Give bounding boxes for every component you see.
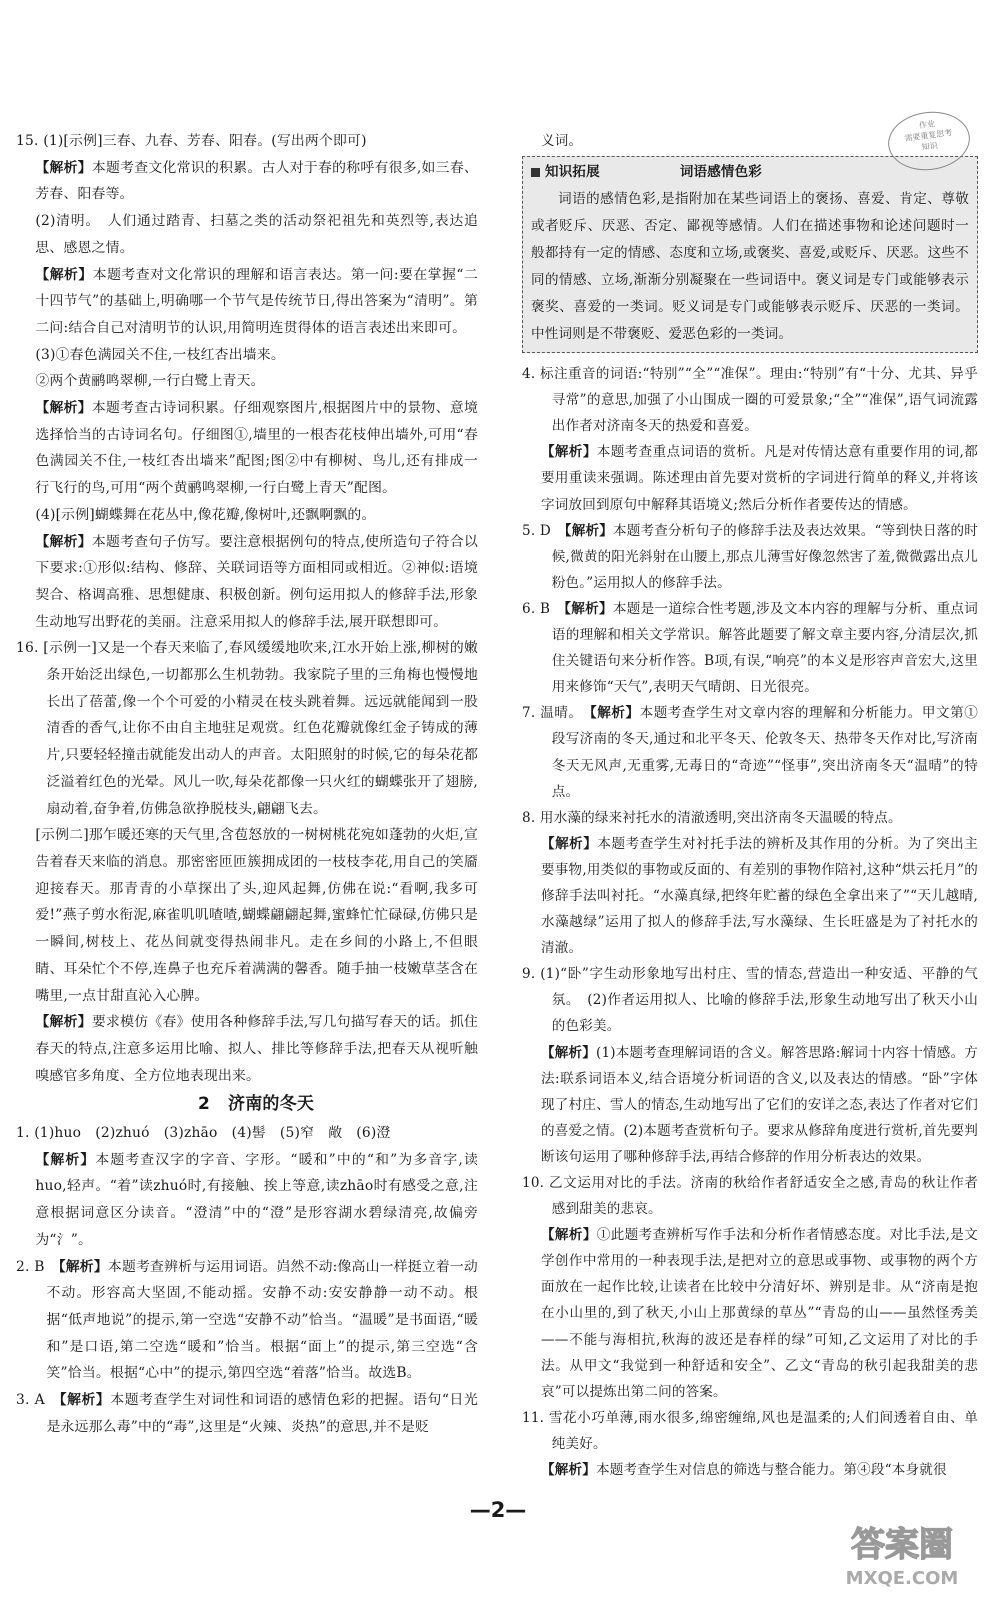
- knowledge-box-text: 词语的感情色彩,是指附加在某些词语上的褒扬、喜爱、肯定、尊敬或者贬斥、厌恶、否定、鄙视等感情。人们在描述事物和论述问题时一般都持有一定的情感、态度和立场,或褒奖、喜爱,或贬斥、厌恶。这些不同的情感、立场,渐渐分别凝聚在一些词语中。褒义词是专门或能够表示褒奖、喜爱的一类词。贬义词是专门或能够表示贬斥、厌恶的一类词。中性词则是不带褒贬、爱恶色彩的一类词。: [531, 191, 969, 343]
- paragraph-text: 本题考查分析句子的修辞手法及表达效果。“等到快日落的时候,微黄的阳光斜射在山腰上,那点儿薄雪好像忽然害了羞,微微露出点儿粉色。”运用拟人的修辞手法。: [551, 522, 979, 591]
- right-column-answers: [522, 361, 978, 1483]
- square-bullet-icon: [531, 168, 540, 177]
- paragraph-text: 本题考查古诗词积累。仔细观察图片,根据图片中的景物、意境选择恰当的古诗词名句。仔细图①,墙里的一根杏花枝伸出墙外,可用“春色满园关不住,一枝红杏出墙来”配图;图②中有柳树、鸟儿,还有排成一行飞行的鸟,可用“两个黄鹂鸣翠柳,一行白鹭上青天”配图。: [35, 400, 478, 497]
- paragraph-text: 本题考查汉字的字音、字形。“暖和”中的“和”为多音字,读huo,轻声。“着”读zhuó时,有接触、挨上等意,读zhāo时有感受之意,注意根据词意区分读音。“澄清”中的“澄”是形容湖水碧绿清亮,故偏旁为“氵”。: [35, 1151, 478, 1248]
- answer-paragraph: [16, 822, 478, 1009]
- paragraph-text: 要求模仿《春》使用各种修辞手法,写几句描写春天的话。抓住春天的特点,注意多运用比喻、拟人、排比等修辞手法,把春天从视听触嗅感官多角度、全方位地表现出来。: [35, 1014, 478, 1084]
- paragraph-text: 1. (1)huo (2)zhuó (3)zhāo (4)髻 (5)窄 敞 (6)澄: [16, 1125, 391, 1142]
- paragraph-text: 本题考查辨析与运用词语。岿然不动:像高山一样挺立着一动不动。形容高大坚固,不能动摇。安静不动:安安静静一动不动。根据“低声地说”的提示,第一空选“安静不动”恰当。“温暖”是书面语,“暖和”是口语,第二空选“暖和”恰当。根据“面上”的提示,第三空选“含笑”恰当。根据“心中”的提示,第四空选“着落”恰当。故选B。: [46, 1258, 478, 1382]
- paragraph-text: 8. 用水藻的绿来衬托水的清澈透明,突出济南冬天温暖的特点。: [522, 809, 902, 826]
- paragraph-text: 本题考查学生对词性和词语的感情色彩的把握。语句“日光是永远那么毒”中的“毒”,这里是“火辣、炎热”的意思,并不是贬: [46, 1392, 479, 1435]
- analysis-tag: 【解析】: [35, 266, 93, 283]
- analysis-tag: 【解析】: [564, 600, 613, 617]
- knowledge-box-tag: [531, 159, 600, 186]
- paragraph-text: 3. A: [16, 1392, 60, 1409]
- answer-paragraph: [522, 1040, 978, 1170]
- answer-paragraph: [522, 518, 978, 596]
- answer-paragraph: [16, 1009, 478, 1089]
- answer-paragraph: [522, 831, 978, 961]
- section-title: 济南的冬天: [228, 1094, 315, 1115]
- answer-paragraph: [522, 805, 978, 831]
- paragraph-text: 2. B: [16, 1258, 59, 1275]
- answer-paragraph: [16, 208, 478, 261]
- knowledge-box: [522, 156, 978, 353]
- analysis-tag: 【解析】: [58, 1258, 108, 1275]
- answer-paragraph: [16, 1120, 478, 1147]
- answer-paragraph: [522, 961, 978, 1039]
- answer-paragraph: [522, 1405, 978, 1457]
- paragraph-text: 6. B: [522, 600, 565, 617]
- right-column: [522, 128, 978, 1483]
- answer-paragraph: [16, 529, 478, 636]
- answer-paragraph: [16, 262, 478, 342]
- answer-paragraph: [522, 700, 978, 804]
- paragraph-text: (1)本题考查理解词语的含义。解答思路:解词十内容十情感。方法:联系词语本义,结合语境分析词语的含义,以及表达的情感。“卧”字体现了村庄、雪人的情态,生动地写出了它们的安详之态,表达了作者对它们的喜爱之情。(2)本题考查赏析句子。要求从修辞角度进行赏析,首先要判断该句运用了哪种修辞手法,再结合修辞的作用分析表达的效果。: [540, 1044, 978, 1165]
- answer-paragraph: [522, 361, 978, 439]
- paragraph-text: 本题考查对文化常识的理解和语言表达。第一问:要在掌握“二十四节气”的基础上,明确哪一个节气是传统节日,得出答案为“清明”。第二问:结合自己对清明节的认识,用简明连贯得体的语言表述出来即可。: [35, 266, 478, 336]
- analysis-tag: 【解析】: [540, 1227, 597, 1244]
- analysis-tag: 【解析】: [540, 444, 597, 461]
- analysis-tag: 【解析】: [564, 522, 613, 539]
- paragraph-text: [示例二]那乍暖还寒的天气里,含苞怒放的一树树桃花宛如蓬勃的火炬,宣告着春天来临的消息。那密密匝匝簇拥成团的一枝枝李花,用自己的笑靥迎接春天。那青青的小草探出了头,迎风起舞,仿佛在说:“看啊,我多可爱!”燕子剪水衔泥,麻雀叽叽喳喳,蝴蝶翩翩起舞,蜜蜂忙忙碌碌,仿佛只是一瞬间,树枝上、花丛间就变得热闹非凡。走在乡间的小路上,不但眼睛、耳朵忙个不停,连鼻子也充斥着满满的馨香。随手抽一枝嫩草茎含在嘴里,一点甘甜直沁入心脾。: [35, 827, 478, 1004]
- knowledge-box-label: 知识拓展: [545, 164, 600, 181]
- paragraph-text: 16. [示例一]又是一个春天来临了,春风缓缓地吹来,江水开始上涨,柳树的嫩条开始泛出绿色,一切都那么生机勃勃。我家院子里的三角梅也慢慢地长出了蓓蕾,像一个个可爱的小精灵在枝头跳着舞。远远就能闻到一股清香的香气,让你不由自主地驻足观赏。红色花瓣就像红金子铸成的薄片,只要轻轻撞击就能发出动人的声音。太阳照射的时候,它的每朵花都泛溢着红色的光晕。风儿一吹,每朵花都像一只火红的蝴蝶张开了翅膀,扇动着,奋争着,仿佛急欲挣脱枝头,翩翩飞去。: [16, 640, 478, 817]
- paragraph-text: 本题考查重点词语的赏析。凡是对传情达意有重要作用的词,都要用重读来强调。陈述理由首先要对赏析的字词进行简单的释义,并将该字词放回到原句中解释其语境义;然后分析作者要传达的情感。: [540, 444, 978, 513]
- stamp-line-2: 需要重复思考: [903, 128, 953, 143]
- stamp-line-3: 知识: [921, 141, 939, 152]
- paragraph-text: 11. 雪花小巧单薄,雨水很多,绵密缠绵,风也是温柔的;人们间透着自由、单纯美好。: [522, 1409, 978, 1452]
- answer-paragraph: [16, 635, 478, 822]
- answer-paragraph: [522, 1170, 978, 1222]
- paragraph-text: 义词。: [540, 133, 583, 149]
- paragraph-text: 15. (1)[示例]三春、九春、芳春、阳春。(写出两个即可): [16, 133, 367, 149]
- analysis-tag: 【解析】: [540, 1462, 596, 1479]
- analysis-tag: 【解析】: [35, 1151, 96, 1168]
- watermark-title: 答案圈: [851, 1525, 953, 1565]
- answer-paragraph: [16, 368, 478, 395]
- paragraph-text: 本题考查学生对信息的筛选与整合能力。第④段“本身就很: [595, 1462, 947, 1479]
- paragraph-text: (3)①春色满园关不住,一枝红杏出墙来。: [35, 346, 285, 363]
- paragraph-text: ①此题考查辨析写作手法和分析作者情感态度。对比手法,是文学创作中常用的一种表现手法,是把对立的意思或事物、或事物的两个方面放在一起作比较,让读者在比较中分清好坏、辨别是非。从“济南是抱在小山里的,到了秋天,小山上那黄绿的草丛”“青岛的山——虽然怪秀美——不能与海相抗,秋海的波还是春样的绿”可知,乙文运用了对比的手法。从甲文“我觉到一种舒适和安全”、乙文“青岛的秋引起我甜美的悲哀”可以提炼出第二问的答案。: [540, 1227, 978, 1400]
- watermark-logo: [820, 1512, 985, 1592]
- answer-paragraph: [522, 1457, 978, 1483]
- paragraph-text: 5. D: [522, 522, 565, 539]
- paragraph-text: 本题考查学生对衬托手法的辨析及其作用的分析。为了突出主要事物,用类似的事物或反面的、有差别的事物作陪衬,这种“烘云托月”的修辞手法叫衬托。“水藻真绿,把终年贮蓄的绿色全拿出来了”“天儿越晴,水藻越绿”运用了拟人的修辞手法,写水藻绿、生长旺盛是为了衬托水的清澈。: [540, 835, 978, 957]
- answer-paragraph: [522, 596, 978, 700]
- paragraph-text: 4. 标注重音的词语:“特别”“全”“准保”。理由:“特别”有“十分、尤其、异乎寻常”的意思,加强了小山围成一圈的可爱景象;“全”“准保”,语气词流露出作者对济南冬天的热爱和喜爱。: [522, 366, 978, 435]
- analysis-tag: 【解析】: [540, 835, 598, 852]
- stamp-line-1: 作业: [918, 119, 936, 131]
- paragraph-text: 本题是一道综合性考题,涉及文本内容的理解与分析、重点词语的理解和相关文学常识。解答此题要了解文章主要内容,分清层次,抓住关键语句来分析作答。B项,有误,“响亮”的本义是形容声音宏大,这里用来修饰“天气”,表明天气晴朗、日光很亮。: [551, 600, 978, 696]
- answer-paragraph: [16, 342, 478, 369]
- analysis-tag: 【解析】: [35, 533, 92, 550]
- paragraph-text: (4)[示例]蝴蝶舞在花丛中,像花瓣,像树叶,还飘啊飘的。: [35, 506, 376, 523]
- paragraph-text: ②两个黄鹂鸣翠柳,一行白鹭上青天。: [35, 373, 265, 390]
- answer-paragraph: [16, 1387, 478, 1440]
- answer-paragraph: [16, 502, 478, 529]
- paragraph-text: 7. 温晴。: [522, 705, 590, 722]
- paragraph-text: (2)清明。 人们通过踏青、扫墓之类的活动祭祀祖先和英烈等,表达追思、感恩之情。: [35, 213, 478, 256]
- left-column: [16, 128, 478, 1440]
- analysis-tag: 【解析】: [35, 159, 92, 176]
- analysis-tag: 【解析】: [589, 705, 640, 722]
- section-number: 2: [197, 1094, 211, 1115]
- analysis-tag: 【解析】: [59, 1392, 111, 1409]
- paragraph-text: 10. 乙文运用对比的手法。济南的秋给作者舒适安全之感,青岛的秋让作者感到甜美的悲哀。: [522, 1175, 978, 1218]
- page-number: —2—: [469, 1498, 527, 1522]
- answer-paragraph: [522, 1222, 978, 1405]
- knowledge-box-title: 词语感情色彩: [679, 164, 763, 181]
- paragraph-text: 本题考查学生对文章内容的理解和分析能力。甲文第①段写济南的冬天,通过和北平冬天、伦敦冬天、热带冬天作对比,写济南冬天无风声,无重雾,无毒日的“奇迹”“怪事”,突出济南冬天“温晴”的特点。: [551, 705, 978, 800]
- analysis-tag: 【解析】: [35, 1014, 92, 1031]
- paragraph-text: 本题考查句子仿写。要注意根据例句的特点,使所造句子符合以下要求:①形似:结构、修辞、关联词语等方面相同或相近。②神似:语境契合、格调高雅、思想健康、积极创新。例句运用拟人的修辞手法,形象生动地写出野花的美丽。注意采用拟人的修辞手法,展开联想即可。: [35, 533, 478, 630]
- answer-paragraph: [16, 128, 478, 155]
- answer-paragraph: [16, 1147, 478, 1254]
- analysis-tag: 【解析】: [540, 1044, 596, 1061]
- answer-paragraph: [16, 395, 478, 502]
- answer-paragraph: [16, 155, 478, 208]
- paragraph-text: 9. (1)“卧”字生动形象地写出村庄、雪的情态,营造出一种安适、平静的气氛。 (2)作者运用拟人、比喻的修辞手法,形象生动地写出了秋天小山的色彩美。: [522, 966, 978, 1035]
- answer-paragraph: [16, 1254, 478, 1388]
- watermark-url: MXQE.COM: [845, 1568, 959, 1589]
- section-heading: [16, 1091, 478, 1118]
- paragraph-text: 本题考查文化常识的积累。古人对于春的称呼有很多,如三春、芳春、阳春等。: [35, 159, 478, 203]
- answer-paragraph: [522, 439, 978, 517]
- analysis-tag: 【解析】: [35, 400, 92, 417]
